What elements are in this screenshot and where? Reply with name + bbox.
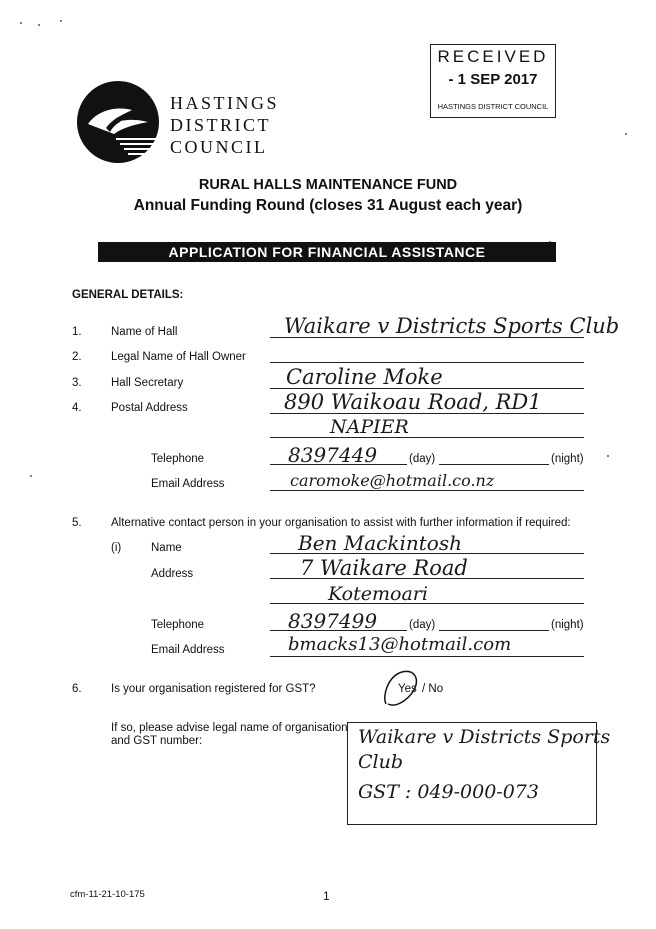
- hall-name-label: Name of Hall: [111, 326, 178, 338]
- alt-telephone-day-value[interactable]: 8397499: [288, 609, 378, 633]
- gst-org-name-value: Waikare v Districts Sports: [358, 726, 611, 748]
- gst-details-box[interactable]: [347, 722, 611, 825]
- hall-name-value[interactable]: Waikare v Districts Sports Club: [284, 314, 620, 338]
- night-label: (night): [551, 453, 584, 465]
- alt-email-value[interactable]: bmacks13@hotmail.com: [288, 634, 512, 655]
- postal-address-value2[interactable]: NAPIER: [330, 416, 409, 438]
- scan-speck: [20, 22, 22, 24]
- gst-question-label: Is your organisation registered for GST?: [111, 683, 316, 695]
- scan-speck: [607, 455, 609, 457]
- postal-address-line: [270, 413, 584, 414]
- postal-address-value[interactable]: 890 Waikoau Road, RD1: [284, 390, 542, 414]
- alt-name-label: Name: [151, 542, 182, 554]
- council-name-line2: DISTRICT: [170, 115, 271, 135]
- hall-owner-line: [270, 362, 584, 363]
- alt-email-label: Email Address: [151, 644, 225, 656]
- stamp-council: HASTINGS DISTRICT COUNCIL: [437, 102, 549, 111]
- scan-speck: [30, 475, 32, 477]
- page-number: 1: [323, 889, 330, 903]
- alt-address-line2: [270, 603, 584, 604]
- gst-advise-label-line1: If so, please advise legal name of organisation: [111, 722, 348, 734]
- alt-telephone-label: Telephone: [151, 619, 205, 631]
- telephone-night-line: [439, 464, 549, 465]
- alt-day-label: (day): [409, 619, 436, 631]
- item-number: 2.: [72, 351, 82, 363]
- scan-speck: [38, 24, 40, 26]
- gst-yes-option[interactable]: [380, 666, 424, 710]
- email-value[interactable]: caromoke@hotmail.co.nz: [290, 471, 495, 490]
- gst-yes-label: Yes: [398, 683, 417, 695]
- telephone-day-line: [270, 464, 407, 465]
- item-number: 1.: [72, 326, 82, 338]
- alt-contact-label: Alternative contact person in your organisation to assist with further information if required:: [111, 517, 571, 529]
- scan-speck: [60, 20, 62, 22]
- hall-owner-label: Legal Name of Hall Owner: [111, 351, 246, 363]
- email-label: Email Address: [151, 478, 225, 490]
- telephone-label: Telephone: [151, 453, 205, 465]
- form-reference: cfm-11-21-10-175: [70, 889, 145, 900]
- alt-name-value[interactable]: Ben Mackintosh: [298, 531, 462, 555]
- hall-secretary-value[interactable]: Caroline Moke: [286, 365, 443, 389]
- alt-email-line: [270, 656, 584, 657]
- telephone-day-value[interactable]: 8397449: [288, 443, 378, 467]
- alt-address-label: Address: [151, 568, 194, 580]
- day-label: (day): [409, 453, 436, 465]
- gst-advise-label-line2: and GST number:: [111, 735, 203, 747]
- item-number: 5.: [72, 517, 82, 529]
- hall-secretary-line: [270, 388, 584, 389]
- postal-address-label: Postal Address: [111, 402, 188, 414]
- received-stamp: [430, 44, 556, 118]
- alt-address-line: [270, 578, 584, 579]
- item-number: 4.: [72, 402, 82, 414]
- email-line: [270, 490, 584, 491]
- application-banner: APPLICATION FOR FINANCIAL ASSISTANCE: [98, 242, 556, 262]
- item-number: 3.: [72, 377, 82, 389]
- alt-address-value2[interactable]: Kotemoari: [328, 583, 428, 605]
- gst-no-label[interactable]: / No: [422, 683, 444, 695]
- gst-org-name-value2: Club: [358, 751, 404, 773]
- alt-telephone-night-line: [439, 630, 549, 631]
- alt-night-label: (night): [551, 619, 584, 631]
- alt-sub-number: (i): [111, 542, 122, 554]
- scan-speck: [625, 133, 627, 135]
- alt-address-value[interactable]: 7 Waikare Road: [300, 556, 468, 580]
- council-logo: [76, 80, 160, 164]
- alt-name-line: [270, 553, 584, 554]
- stamp-title: RECEIVED: [437, 47, 549, 66]
- postal-address-line2: [270, 437, 584, 438]
- item-number: 6.: [72, 683, 82, 695]
- logo-emblem-icon: [76, 80, 160, 164]
- hall-name-line: [270, 337, 584, 338]
- general-details-heading: GENERAL DETAILS:: [72, 289, 184, 301]
- hall-secretary-label: Hall Secretary: [111, 377, 184, 389]
- council-name: [170, 92, 279, 158]
- council-name-line3: COUNCIL: [170, 137, 268, 157]
- form-subtitle: Annual Funding Round (closes 31 August each year): [133, 197, 523, 214]
- council-name-line1: HASTINGS: [170, 93, 280, 113]
- gst-number-value: GST : 049-000-073: [358, 781, 539, 803]
- alt-telephone-day-line: [270, 630, 407, 631]
- stamp-date: - 1 SEP 2017: [448, 71, 538, 88]
- form-title: RURAL HALLS MAINTENANCE FUND: [198, 177, 458, 193]
